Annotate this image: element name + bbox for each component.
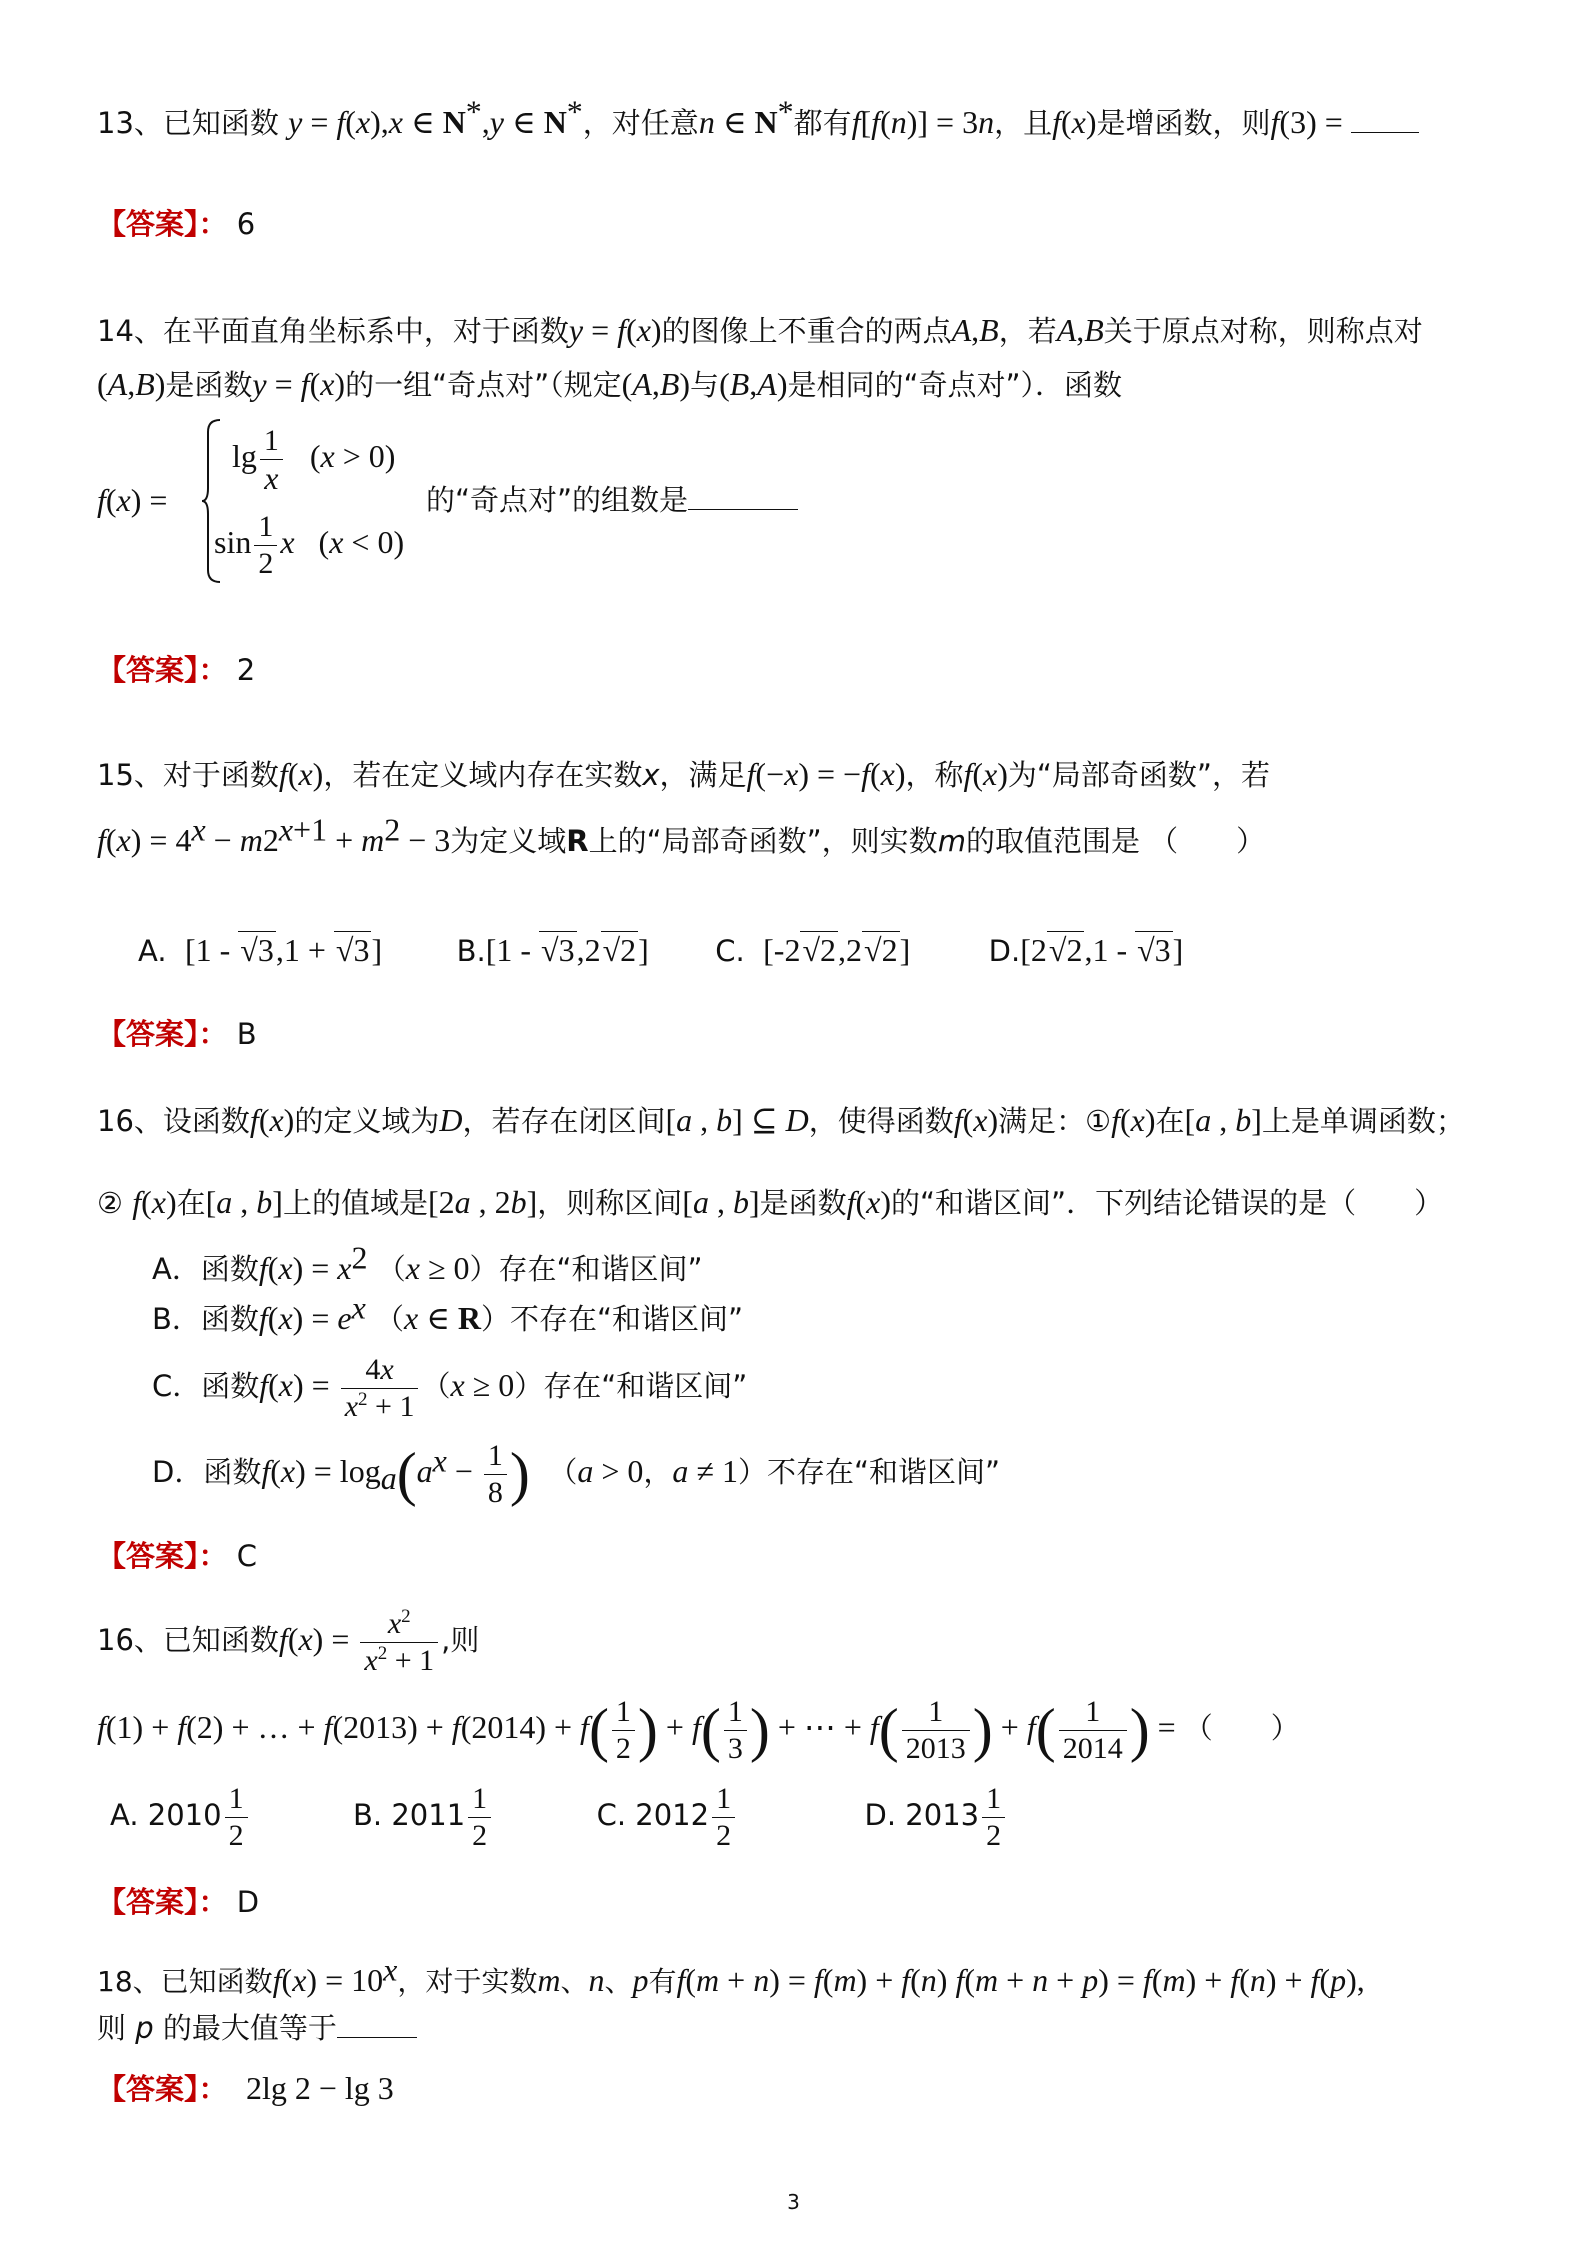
q14-stem-line1: 14、在平面直角坐标系中，对于函数y = f(x)的图像上不重合的两点A,B，若A,B关于原点对称，则称点对 xyxy=(97,312,1423,348)
q16a-answer: 【答案】： C xyxy=(97,1539,257,1573)
q15-stem-line2: $f(x) = 4^x - m2^{x+1} + m^2 - 3$为定义域R上的“局部奇函数”，则实数m的取值范围是 （ ） xyxy=(97,811,1266,858)
q16b-options xyxy=(110,1776,1008,1854)
q16a-option-b: B．函数$f(x) = e^x$ （x ∈ R）不存在“和谐区间” xyxy=(152,1289,744,1336)
q13-stem: 13、已知函数 y = f(x),x ∈ N*,y ∈ N*，对任意n ∈ N*都有f[f(n)] = 3n，且f(x)是增函数，则f(3) = xyxy=(97,100,1419,145)
q15-options xyxy=(138,928,1183,973)
q14-answer: 【答案】： 2 xyxy=(97,653,256,687)
q15-answer: 【答案】： B xyxy=(97,1017,257,1051)
q15-option-a: A. [1 - √3,1 + √3] xyxy=(138,932,383,968)
q13-answer: 【答案】： 6 xyxy=(97,207,256,241)
q14-piecewise-lhs: f(x) = xyxy=(97,482,168,518)
q16b-option-b: B. 2011 $\frac{1}{2}$ xyxy=(353,1798,494,1832)
q16b-stem-line2: f(1) + f(2) + … + f(2013) + f(2014) + f( $\frac{1}{2}$ ) + f( $\frac{1}{3}$ ) + ⋯ + f( $\frac{1}{2013}$ ) + f( $\frac{1}{2014}$ ) = （ ） xyxy=(97,1694,1300,1765)
q14-case2: sin $\frac{1}{2}$ x (x < 0) xyxy=(214,509,405,580)
q15-option-c: C. [-2√2,2√2] xyxy=(715,932,911,968)
q18-stem-line1: 18、已知函数$f(x) = 10^x$，对于实数m、n、p有f(m + n) = f(m) + f(n) f(m + n + p) = f(m) + f(n) + f(p), xyxy=(97,1951,1365,1998)
q14-blank xyxy=(688,479,798,510)
q18-blank xyxy=(337,2007,417,2038)
q14-stem-line2: (A,B)是函数y = f(x)的一组“奇点对”（规定(A,B)与(B,A)是相同的“奇点对”）．函数 xyxy=(97,366,1123,402)
q18-answer: 【答案】： 2lg 2 − lg 3 xyxy=(97,2070,394,2106)
q18-stem-line2: 则 p 的最大值等于 xyxy=(97,2006,417,2050)
q16a-stem-line1: 16、设函数f(x)的定义域为D，若存在闭区间[a , b] ⊆ D，使得函数f(x)满足：①f(x)在[a , b]上是单调函数； xyxy=(97,1102,1465,1138)
q16a-option-c: C．函数f(x) = $\frac{4x}{x^2 + 1}$ （x ≥ 0）存在“和谐区间” xyxy=(152,1352,748,1423)
q14-stem-tail: 的“奇点对”的组数是 xyxy=(426,478,798,522)
q16b-option-c: C. 2012 $\frac{1}{2}$ xyxy=(597,1798,739,1832)
q16a-option-d: D．函数$f(x) = \log_a(a^x$ − $\frac{1}{8}$ ) （a > 0，a ≠ 1）不存在“和谐区间” xyxy=(152,1438,1001,1509)
q16b-option-a: A. 2010 $\frac{1}{2}$ xyxy=(110,1798,251,1832)
q14-case1: lg $\frac{1}{x}$ (x > 0) xyxy=(232,423,396,496)
q16a-stem-line2: ② f(x)在[a , b]上的值域是[2a , 2b]，则称区间[a , b]是函数f(x)的“和谐区间”．下列结论错误的是（ ） xyxy=(97,1184,1444,1220)
q15-option-b: B.[1 - √3,2√2] xyxy=(456,932,649,968)
q13-blank xyxy=(1351,102,1419,133)
q16a-option-a: A．函数$f(x) = x^2$ （x ≥ 0）存在“和谐区间” xyxy=(152,1239,703,1286)
q15-option-d: D.[2√2,1 - √3] xyxy=(988,932,1184,968)
q16b-answer: 【答案】： D xyxy=(97,1885,260,1919)
q16b-stem-line1: 16、已知函数f(x) = $\frac{x^2}{x^2 + 1}$ ,则 xyxy=(97,1605,480,1677)
page-number: 3 xyxy=(787,2190,800,2214)
q16b-option-d: D. 2013 $\frac{1}{2}$ xyxy=(865,1798,1009,1832)
q15-stem-line1: 15、对于函数f(x)，若在定义域内存在实数x，满足f(−x) = −f(x)，称f(x)为“局部奇函数”，若 xyxy=(97,756,1270,792)
